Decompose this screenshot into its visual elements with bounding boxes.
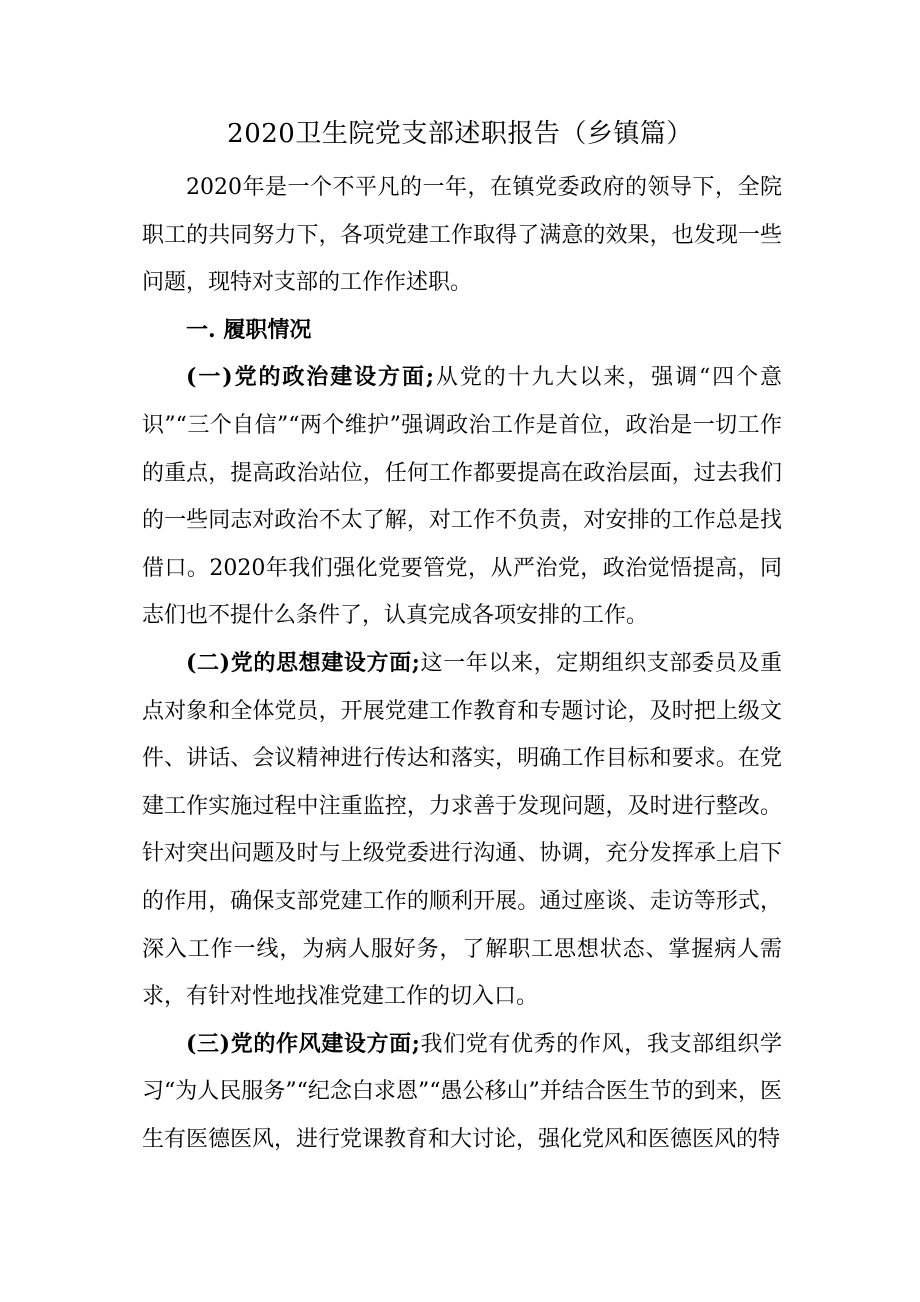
item-lead-3: (三)党的作风建设方面; xyxy=(186,1030,420,1057)
document-title: 2020卫生院党支部述职报告（乡镇篇） xyxy=(227,119,693,149)
document-body xyxy=(142,164,782,1163)
item-paragraph-2 xyxy=(142,640,782,1021)
item-text-1: 从党的十九大以来，强调“四个意识”“三个自信”“两个维护”强调政治工作是首位，政治是一切工作的重点，提高政治站位，任何工作都要提高在政治层面，过去我们的一些同志对政治不太了解，对工作不负责，对安排的工作总是找借口。2020年我们强化党要管党，从严治党，政治觉悟提高，同志们也不提什么条件了，认真完成各项安排的工作。 xyxy=(142,365,782,629)
item-paragraph-1 xyxy=(142,354,782,640)
item-lead-2: (二)党的思想建设方面; xyxy=(186,649,420,676)
intro-paragraph: 2020年是一个不平凡的一年，在镇党委政府的领导下，全院职工的共同努力下，各项党建工作取得了满意的效果，也发现一些问题，现特对支部的工作作述职。 xyxy=(142,175,782,296)
item-lead-1: (一)党的政治建设方面; xyxy=(186,364,435,391)
item-text-3: 我们党有优秀的作风，我支部组织学习“为人民服务”“纪念白求恩”“愚公移山”并结合医生节的到来，医生有医德医风，进行党课教育和大讨论，强化党风和医德医风的特 xyxy=(142,1031,782,1152)
item-paragraph-3 xyxy=(142,1021,782,1164)
item-text-2: 这一年以来，定期组织支部委员及重点对象和全体党员，开展党建工作教育和专题讨论，及时把上级文件、讲话、会议精神进行传达和落实，明确工作目标和要求。在党建工作实施过程中注重监控，力求善于发现问题，及时进行整改。针对突出问题及时与上级党委进行沟通、协调，充分发挥承上启下的作用，确保支部党建工作的顺利开展。通过座谈、走访等形式，深入工作一线，为病人服好务，了解职工思想状态、掌握病人需求，有针对性地找准党建工作的切入口。 xyxy=(142,650,782,1010)
section-heading: 一. 履职情况 xyxy=(186,316,312,343)
